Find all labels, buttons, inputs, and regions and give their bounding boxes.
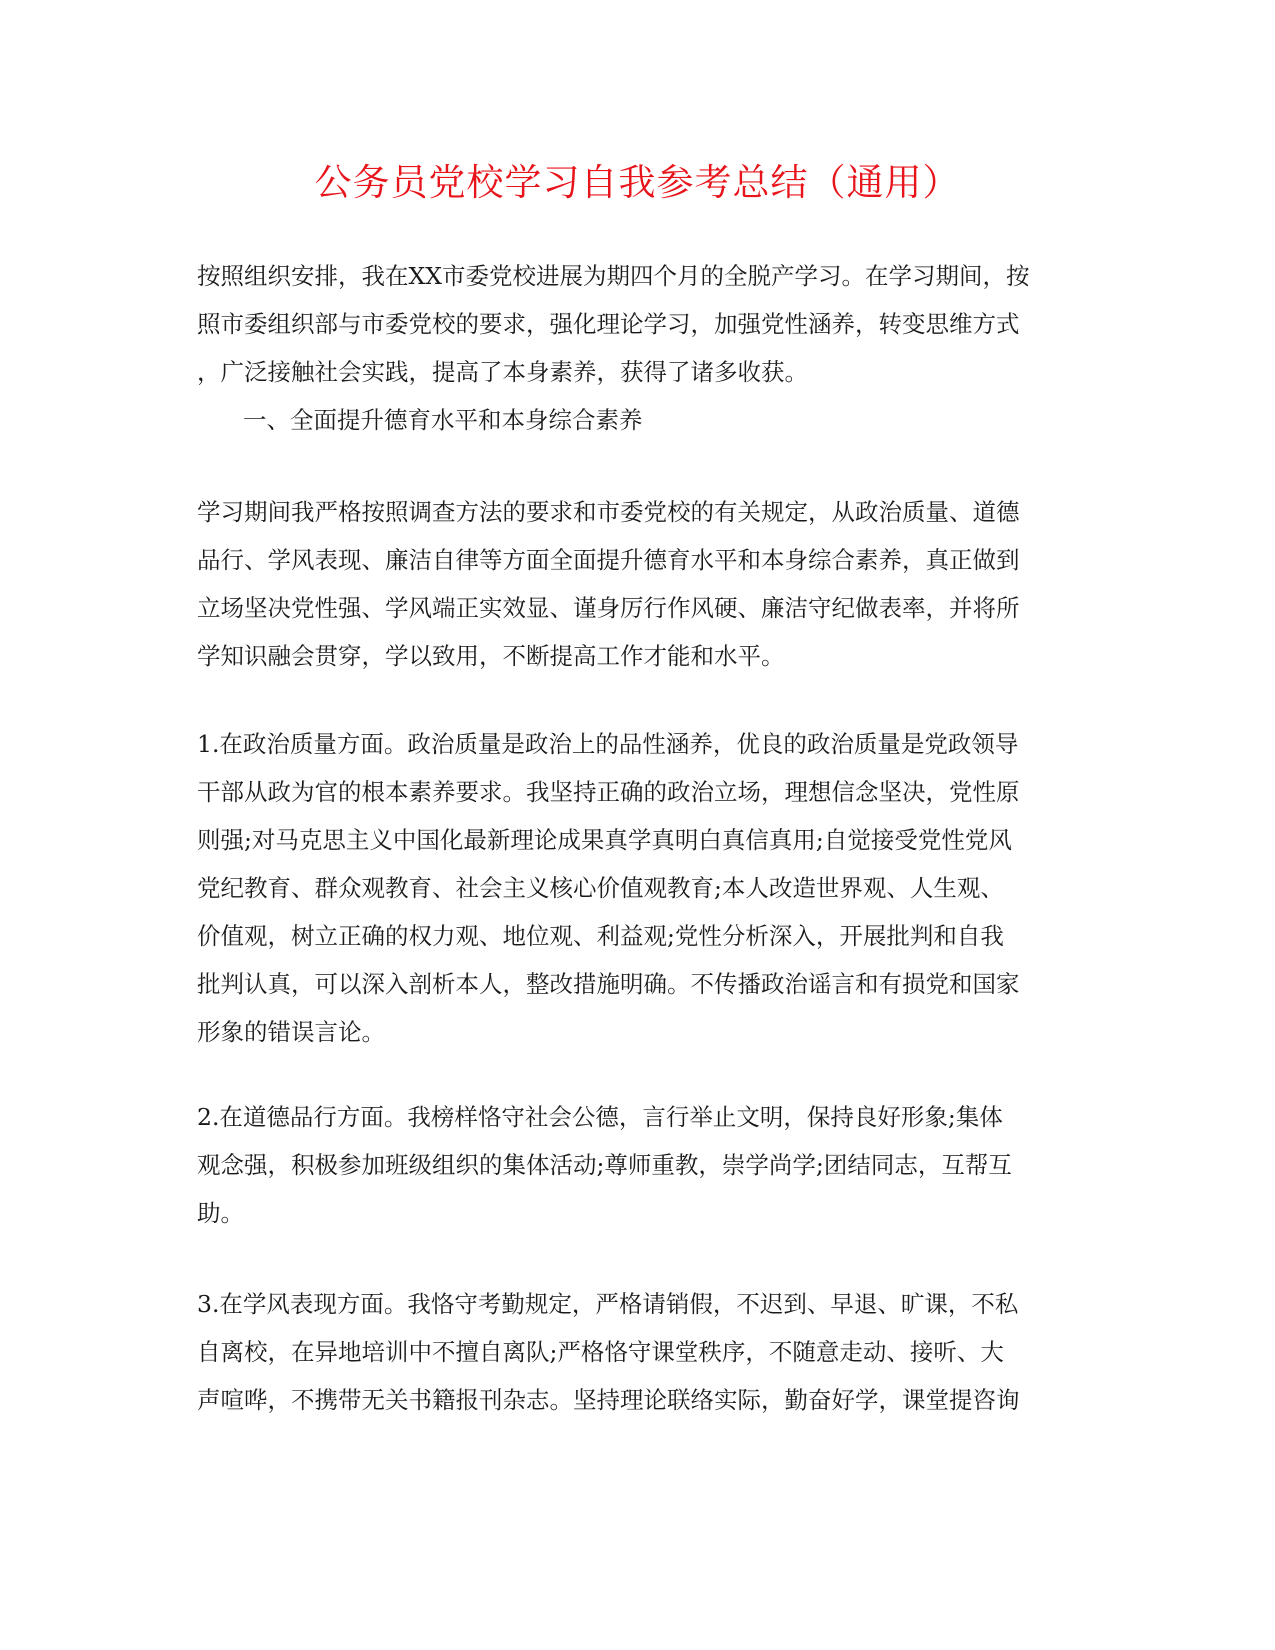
text-line: 立场坚决党性强、学风端正实效显、谨身厉行作风硬、廉洁守纪做表率，并将所 (197, 594, 1020, 622)
text-line: 助。 (197, 1199, 244, 1227)
section-heading-text: 一、全面提升德育水平和本身综合素养 (243, 406, 643, 434)
paragraph-overview (197, 488, 1072, 680)
paragraph-political-quality (197, 720, 1072, 1056)
section-heading (197, 396, 1072, 444)
text-line: 声喧哗，不携带无关书籍报刊杂志。坚持理论联络实际，勤奋好学，课堂提咨询 (197, 1386, 1020, 1414)
document-title: 公务员党校学习自我参考总结（通用） (314, 161, 961, 204)
paragraph-intro (197, 252, 1072, 396)
paragraph-study-style (197, 1280, 1072, 1424)
text-line: 价值观，树立正确的权力观、地位观、利益观;党性分析深入，开展批判和自我 (197, 922, 1004, 950)
text-line: 品行、学风表现、廉洁自律等方面全面提升德育水平和本身综合素养，真正做到 (197, 546, 1020, 574)
text-line: 则强;对马克思主义中国化最新理论成果真学真明白真信真用;自觉接受党性党风 (197, 826, 1012, 854)
text-line: 学习期间我严格按照调查方法的要求和市委党校的有关规定，从政治质量、道德 (197, 498, 1020, 526)
text-line: 批判认真，可以深入剖析本人，整改措施明确。不传播政治谣言和有损党和国家 (197, 970, 1020, 998)
text-line: ，广泛接触社会实践，提高了本身素养，获得了诸多收获。 (197, 358, 808, 386)
text-line: 党纪教育、群众观教育、社会主义核心价值观教育;本人改造世界观、人生观、 (197, 874, 1004, 902)
text-line: 照市委组织部与市委党校的要求，强化理论学习，加强党性涵养，转变思维方式 (197, 310, 1020, 338)
paragraph-moral-conduct (197, 1093, 1072, 1237)
text-line: 观念强，积极参加班级组织的集体活动;尊师重教，崇学尚学;团结同志，互帮互 (197, 1151, 1012, 1179)
text-line: 自离校，在异地培训中不擅自离队;严格恪守课堂秩序，不随意走动、接听、大 (197, 1338, 1004, 1366)
text-line: 3.在学风表现方面。我恪守考勤规定，严格请销假，不迟到、早退、旷课，不私 (197, 1290, 1019, 1318)
text-line: 2.在道德品行方面。我榜样恪守社会公德，言行举止文明，保持良好形象;集体 (197, 1103, 1003, 1131)
text-line: 形象的错误言论。 (197, 1018, 385, 1046)
text-line: 学知识融会贯穿，学以致用，不断提高工作才能和水平。 (197, 642, 785, 670)
text-line: 干部从政为官的根本素养要求。我坚持正确的政治立场，理想信念坚决，党性原 (197, 778, 1020, 806)
text-line: 按照组织安排，我在XX市委党校进展为期四个月的全脱产学习。在学习期间，按 (197, 262, 1030, 290)
text-line: 1.在政治质量方面。政治质量是政治上的品性涵养，优良的政治质量是党政领导 (197, 730, 1019, 758)
